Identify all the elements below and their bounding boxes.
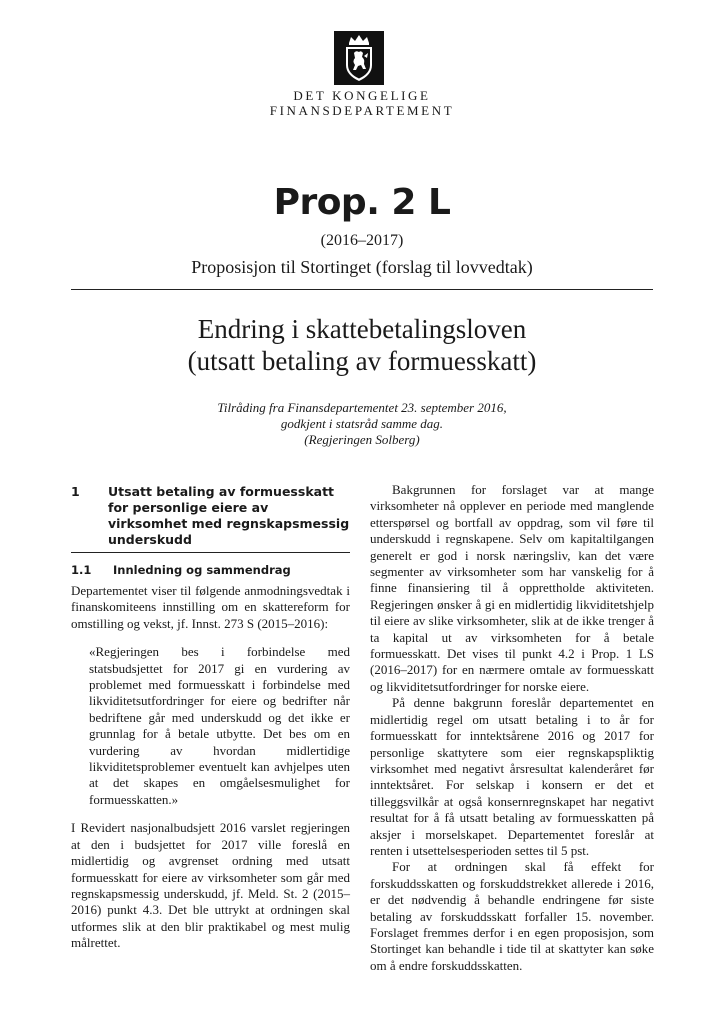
quoted-request: «Regjeringen bes i forbindelse med statsbudsjettet for 2017 gi en vurdering av problemet med formuesskatt i forbindelse med likviditetsutfordringer for eiere og bedrifter når bedriftene går med underskudd og det ikke er grunnlag for å betale utbytte. Det bes om en vurdering av hvordan midlertidige likviditetsproblemer eventuelt kan avhjelpes uten at det skapes en omgåelsesmulighet for formuesskatten.»	[89, 644, 350, 807]
section-1-1-number: 1.1	[71, 563, 92, 577]
left-paragraph-2: I Revidert nasjonalbudsjett 2016 varslet regjeringen at den i budsjettet for 2017 ville foreslå en midlertidig og avgrenset ordning med utsatt formuesskatt for eiere av virksomheter som går med regnskapsmessig underskudd, jf. Meld. St. 2 (2015–2016) punkt 4.3. Det ble uttrykt at ordningen skal utformes slik at den blir praktikabel og mest mulig målrettet.	[71, 820, 350, 951]
section-heading-divider	[71, 552, 350, 553]
left-paragraph-1: Departementet viser til følgende anmodningsvedtak i finanskomiteens innstilling om en skattereform for omstilling og vekst, jf. Innst. 273 S (2015–2016):	[71, 583, 350, 631]
proposition-number: Prop. 2 L	[273, 182, 451, 223]
subject-line1: Endring i skattebetalingsloven	[197, 314, 527, 344]
tilrading-line3: (Regjeringen Solberg)	[304, 432, 420, 447]
proposition-type: Proposisjon til Stortinget (forslag til lovvedtak)	[191, 257, 533, 277]
right-paragraph-3: For at ordningen skal få effekt for forskuddsskatten og forskuddstrekket allerede i 2016, er det nødvendig å behandle endringene før siste betaling av forskuddsskatt forfaller 15. november. Forslaget fremmes derfor i en egen proposisjon, som Stortinget kan behandle i tide til at skattyter kan søke om å endre forskuddsskatten.	[370, 859, 654, 973]
session-years: (2016–2017)	[320, 232, 404, 249]
section-1-heading	[71, 484, 350, 548]
right-paragraph-2: På denne bakgrunn foreslår departementet en midlertidig regel om utsatt betaling i to år for formuesskatt for inntektsårene 2016 og 2017 for personlige skattytere som eier regnskapspliktig virksomhet med negativt årsresultat kalenderåret før inntektsåret. For selskap i konsern er det et tilleggsvilkår at også konsernregnskapet har negativt resultat for å få utsatt betaling av formuesskatten på aksjer i morselskapet. Departementet foreslår at renten i utsettelsesperioden settes til 5 pst.	[370, 695, 654, 858]
section-1-1-heading	[71, 563, 350, 578]
coat-of-arms-icon	[334, 31, 384, 85]
department-name-line2: FINANSDEPARTEMENT	[269, 103, 455, 118]
section-1-title: Utsatt betaling av formuesskatt for personlige eiere av virksomhet med regnskapsmessig underskudd	[108, 484, 350, 547]
right-paragraph-1: Bakgrunnen for forslaget var at mange virksomheter nå opplever en periode med manglende etterspørsel og bortfall av oppdrag, som vil føre til underskudd i regnskapene. Selv om kapitaltilgangen generelt er god i norsk næringsliv, kan det være segmenter av virksomheter som har vanskelig for å finne finansiering til å opprettholde aktiviteten. Regjeringen ønsker å gi en midlertidig likviditetshjelp til eiere av slike virksomheter, slik at de ikke trenger å ta kapital ut av virksomheten for å betale formuesskatt. Det vises til punkt 4.2 i Prop. 1 LS (2016–2017) for en nærmere omtale av formuesskatt og likviditetsutfordringer for norske eiere.	[370, 482, 654, 694]
section-1-1-title: Innledning og sammendrag	[113, 563, 291, 577]
tilrading-line2: godkjent i statsråd samme dag.	[280, 416, 444, 431]
left-column	[71, 484, 350, 952]
right-column	[370, 482, 654, 974]
section-1-number: 1	[71, 484, 80, 499]
department-name-line1: DET KONGELIGE	[293, 88, 431, 103]
title-divider	[71, 289, 653, 290]
tilrading-line1: Tilråding fra Finansdepartementet 23. september 2016,	[217, 400, 507, 415]
subject-line2: (utsatt betaling av formuesskatt)	[187, 346, 537, 376]
